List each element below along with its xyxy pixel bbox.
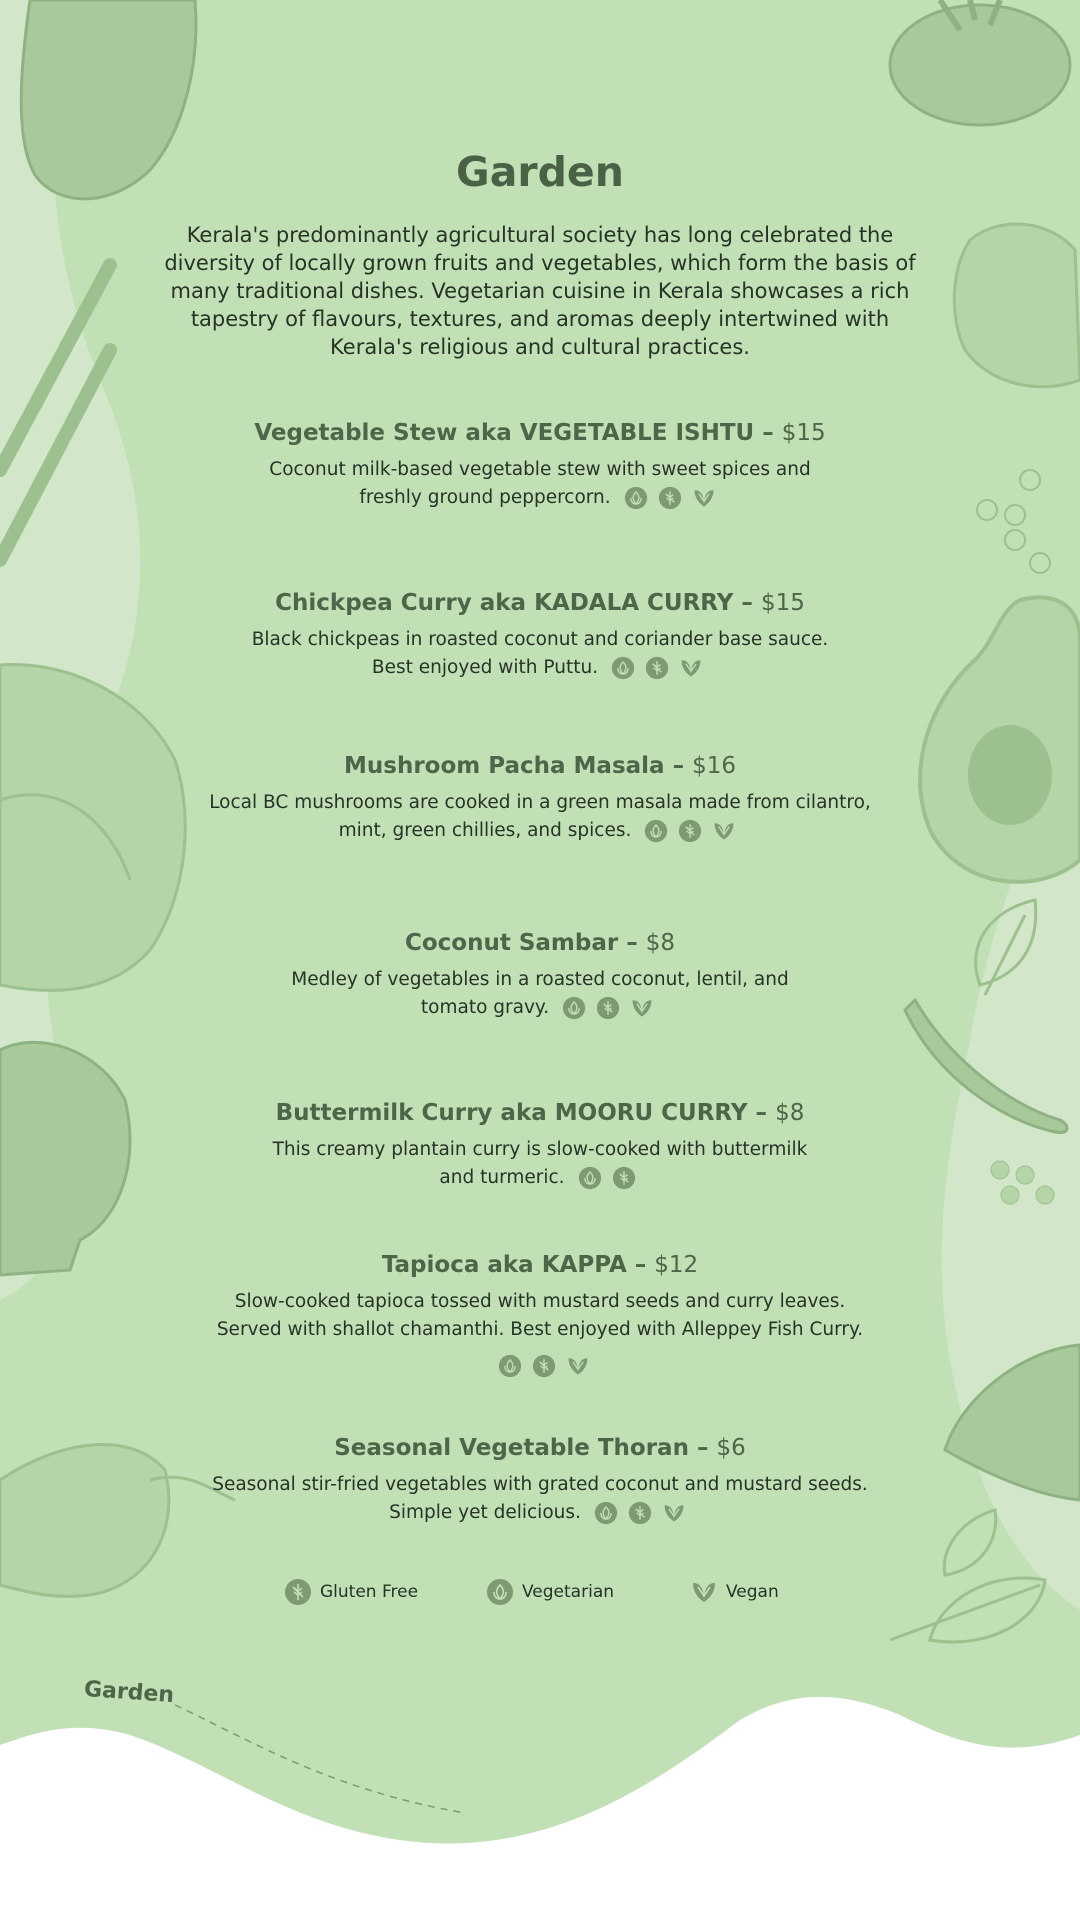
menu-item-description-line: Served with shallot chamanthi. Best enjoyed with Alleppey Fish Curry. xyxy=(216,1319,864,1340)
menu-item-description xyxy=(140,456,940,512)
menu-item xyxy=(140,751,940,845)
gluten-free-icon xyxy=(284,1578,312,1606)
menu-item-title xyxy=(140,1433,940,1463)
menu-item-name: Mushroom Pacha Masala – xyxy=(344,753,685,779)
menu-item-description-line: Seasonal stir-fried vegetables with grated coconut and mustard seeds. xyxy=(212,1474,868,1495)
dietary-icons xyxy=(639,817,741,845)
menu-item-name: Tapioca aka KAPPA – xyxy=(381,1252,647,1278)
menu-item-description xyxy=(140,626,940,682)
vegan-icon xyxy=(630,996,654,1020)
dietary-icons xyxy=(493,1352,595,1380)
vegetarian-icon xyxy=(611,656,635,680)
vegetarian-icon xyxy=(594,1501,618,1525)
vegetarian-icon xyxy=(562,996,586,1020)
legend-vegan-label: Vegan xyxy=(726,1582,779,1602)
gluten-free-icon xyxy=(612,1166,636,1190)
menu-item-description-line: Local BC mushrooms are cooked in a green masala made from cilantro, xyxy=(209,792,871,813)
menu-item xyxy=(140,588,940,682)
menu-item xyxy=(140,418,940,512)
menu-item-price: $6 xyxy=(716,1435,746,1461)
menu-item-description-line: Coconut milk-based vegetable stew with sweet spices and xyxy=(269,459,811,480)
menu-item-description-line: Best enjoyed with Puttu. xyxy=(371,657,599,678)
legend-vegetarian xyxy=(486,1578,614,1606)
menu-item-description-line: Simple yet delicious. xyxy=(389,1502,581,1523)
menu-item-description-line: Slow-cooked tapioca tossed with mustard seeds and curry leaves. xyxy=(234,1291,846,1312)
menu-item-title xyxy=(140,588,940,618)
gluten-free-icon xyxy=(658,486,682,510)
vegan-icon xyxy=(712,819,736,843)
gluten-free-icon xyxy=(645,656,669,680)
menu-item xyxy=(140,1433,940,1527)
menu-item-title xyxy=(140,418,940,448)
menu-item-description xyxy=(140,966,940,1022)
vegetarian-icon xyxy=(498,1354,522,1378)
menu-item-price: $12 xyxy=(654,1252,699,1278)
menu-item-price: $15 xyxy=(760,590,805,616)
menu-item-title xyxy=(140,928,940,958)
intro-paragraph: Kerala's predominantly agricultural society has long celebrated the diversity of locally grown fruits and vegetables, which form the basis of many traditional dishes. Vegetarian cuisine in Kerala showcases a rich tapestry of flavours, textures, and aromas deeply intertwined with Kerala's religious and cultural practices. xyxy=(164,223,916,359)
menu-item-description-line: Medley of vegetables in a roasted coconut, lentil, and xyxy=(291,969,789,990)
page-title: Garden xyxy=(456,148,624,196)
dietary-icons xyxy=(589,1499,691,1527)
legend-gluten-free xyxy=(284,1578,418,1606)
menu-item-price: $8 xyxy=(775,1100,805,1126)
dietary-icons xyxy=(606,654,708,682)
vegan-icon xyxy=(679,656,703,680)
legend-vegetarian-label: Vegetarian xyxy=(522,1582,615,1602)
menu-item-price: $15 xyxy=(781,420,826,446)
vegan-icon xyxy=(662,1501,686,1525)
menu-item xyxy=(140,928,940,1022)
menu-item-name: Vegetable Stew aka VEGETABLE ISHTU – xyxy=(254,420,774,446)
vegetarian-icon xyxy=(644,819,668,843)
menu-item-description xyxy=(140,1288,940,1380)
vegan-icon xyxy=(690,1578,718,1606)
dietary-icons xyxy=(619,484,721,512)
legend-gluten-free-label: Gluten Free xyxy=(320,1582,419,1602)
vegetarian-icon xyxy=(486,1578,514,1606)
gluten-free-icon xyxy=(628,1501,652,1525)
vegan-icon xyxy=(692,486,716,510)
menu-item-description-line: This creamy plantain curry is slow-cooked with buttermilk xyxy=(272,1139,808,1160)
gluten-free-icon xyxy=(678,819,702,843)
vegetarian-icon xyxy=(578,1166,602,1190)
menu-item-price: $16 xyxy=(692,753,736,779)
menu-item-description-line: Black chickpeas in roasted coconut and coriander base sauce. xyxy=(251,629,829,650)
menu-item xyxy=(140,1250,940,1380)
menu-item-title xyxy=(140,1250,940,1280)
menu-item-price: $8 xyxy=(645,930,676,956)
menu-item-name: Buttermilk Curry aka MOORU CURRY – xyxy=(275,1100,768,1126)
menu-item-description-line: tomato gravy. xyxy=(420,997,550,1018)
menu-item-description-line: mint, green chillies, and spices. xyxy=(338,820,632,841)
dietary-icons xyxy=(573,1164,641,1192)
menu-item-title xyxy=(140,751,940,781)
menu-item-description xyxy=(140,1471,940,1527)
menu-item-name: Seasonal Vegetable Thoran – xyxy=(334,1435,709,1461)
menu-item-name: Coconut Sambar – xyxy=(404,930,638,956)
dietary-icons xyxy=(557,994,659,1022)
gluten-free-icon xyxy=(596,996,620,1020)
vegetarian-icon xyxy=(624,486,648,510)
menu-item-description xyxy=(140,789,940,845)
menu-item-description-line: freshly ground peppercorn. xyxy=(359,487,611,508)
legend-vegan xyxy=(690,1578,779,1606)
menu-item-description xyxy=(140,1136,940,1192)
menu-item-name: Chickpea Curry aka KADALA CURRY – xyxy=(275,590,753,616)
gluten-free-icon xyxy=(532,1354,556,1378)
menu-item-title xyxy=(140,1098,940,1128)
menu-item xyxy=(140,1098,940,1192)
menu-item-description-line: and turmeric. xyxy=(439,1167,565,1188)
footer-section-label: Garden xyxy=(83,1676,175,1709)
vegan-icon xyxy=(566,1354,590,1378)
